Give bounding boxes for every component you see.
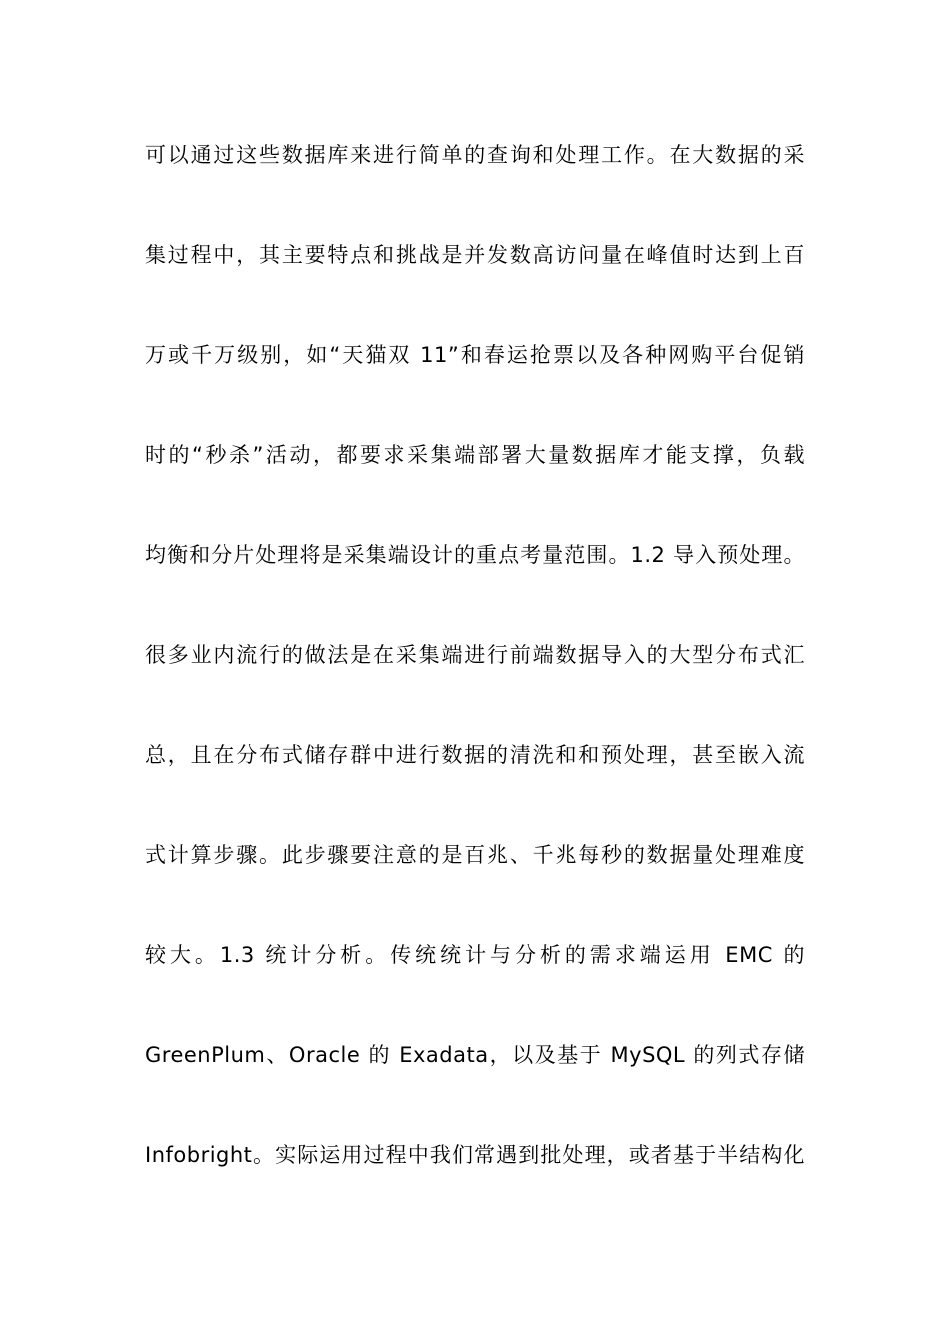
text-line: 时的“秒杀”活动，都要求采集端部署大量数据库才能支撑，负载 [145,443,805,467]
text-line: 可以通过这些数据库来进行简单的查询和处理工作。在大数据的采 [145,143,805,167]
text-line: 较大。1.3 统计分析。传统统计与分析的需求端运用 EMC 的 [145,943,805,967]
text-line: 式计算步骤。此步骤要注意的是百兆、千兆每秒的数据量处理难度 [145,843,805,867]
text-line: 均衡和分片处理将是采集端设计的重点考量范围。1.2 导入预处理。 [145,543,805,567]
text-line: GreenPlum、Oracle 的 Exadata，以及基于 MySQL 的列式存储 [145,1043,805,1067]
text-line: 总，且在分布式储存群中进行数据的清洗和和预处理，甚至嵌入流 [145,743,805,767]
text-line: 很多业内流行的做法是在采集端进行前端数据导入的大型分布式汇 [145,643,805,667]
text-line: 集过程中，其主要特点和挑战是并发数高访问量在峰值时达到上百 [145,243,805,267]
text-line: 万或千万级别，如“天猫双 11”和春运抢票以及各种网购平台促销 [145,343,805,367]
text-line: Infobright。实际运用过程中我们常遇到批处理，或者基于半结构化 [145,1143,805,1167]
